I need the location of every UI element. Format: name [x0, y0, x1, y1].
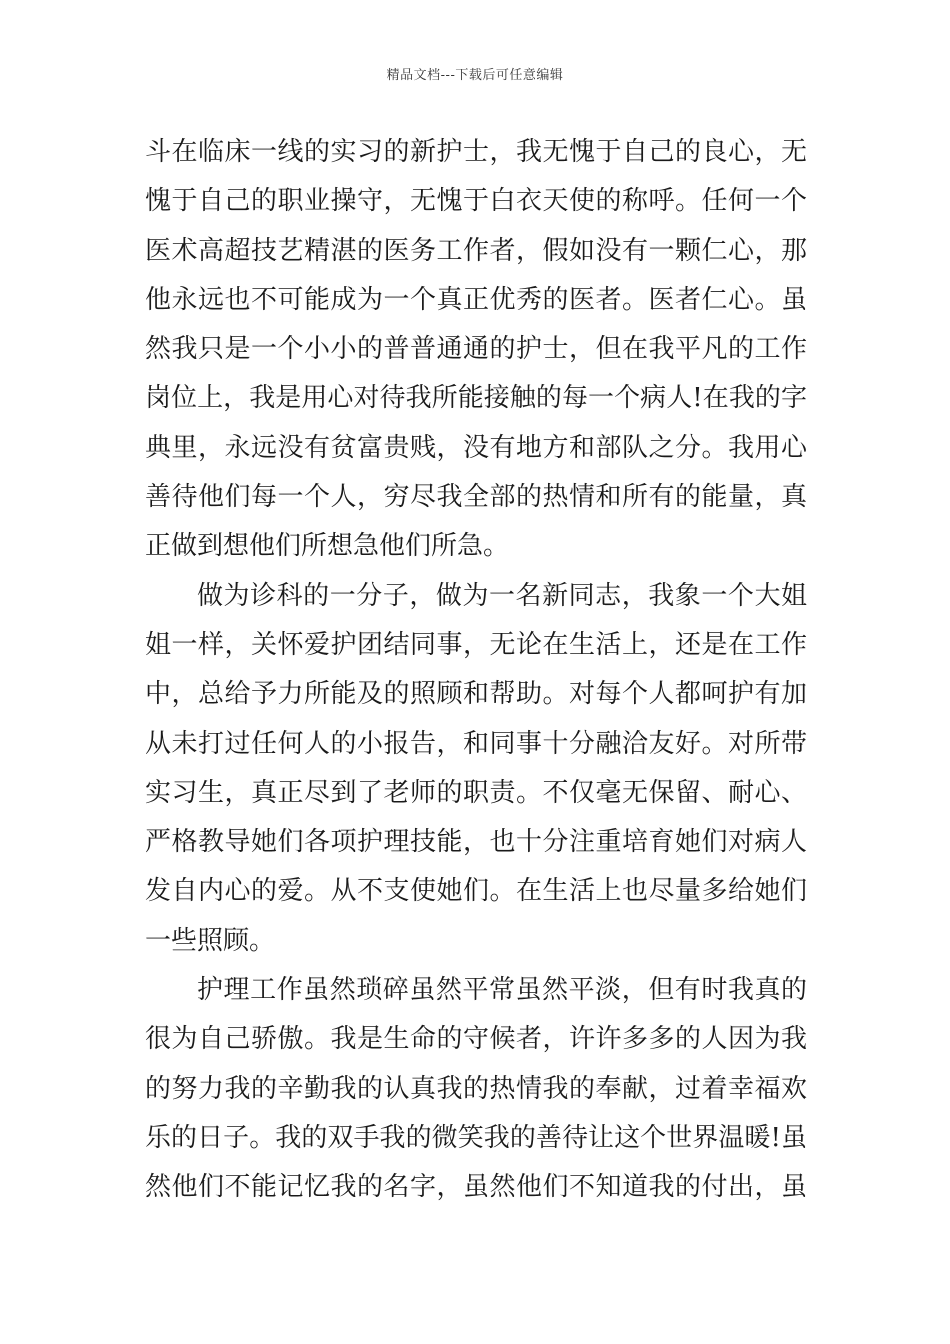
document-body	[145, 128, 807, 1213]
text-line: 乐的日子。我的双手我的微笑我的善待让这个世界温暖!虽	[145, 1122, 807, 1153]
text-line: 善待他们每一个人，穷尽我全部的热情和所有的能量，真	[145, 482, 807, 513]
text-line: 然他们不能记忆我的名字，虽然他们不知道我的付出，虽	[145, 1172, 807, 1203]
paragraph-3	[145, 966, 807, 1212]
text-line: 一些照顾。	[145, 925, 276, 956]
paragraph-1	[145, 128, 807, 572]
text-line: 实习生，真正尽到了老师的职责。不仅毫无保留、耐心、	[145, 777, 807, 808]
text-line: 医术高超技艺精湛的医务工作者，假如没有一颗仁心，那	[145, 235, 807, 266]
text-line: 姐一样，关怀爱护团结同事，无论在生活上，还是在工作	[145, 629, 807, 660]
text-line: 发自内心的爱。从不支使她们。在生活上也尽量多给她们	[145, 876, 807, 907]
text-line: 然我只是一个小小的普普通通的护士，但在我平凡的工作	[145, 334, 807, 365]
text-line: 正做到想他们所想急他们所急。	[145, 531, 510, 562]
paragraph-2	[145, 572, 807, 966]
text-line: 他永远也不可能成为一个真正优秀的医者。医者仁心。虽	[145, 284, 807, 315]
text-line: 斗在临床一线的实习的新护士，我无愧于自己的良心，无	[145, 137, 807, 167]
text-line: 护理工作虽然琐碎虽然平常虽然平淡，但有时我真的	[197, 975, 807, 1006]
text-line: 很为自己骄傲。我是生命的守候者，许许多多的人因为我	[145, 1024, 807, 1055]
text-line: 典里，永远没有贫富贵贱，没有地方和部队之分。我用心	[145, 432, 807, 463]
text-line: 岗位上，我是用心对待我所能接触的每一个病人!在我的字	[145, 383, 807, 414]
text-line: 严格教导她们各项护理技能，也十分注重培育她们对病人	[145, 827, 807, 858]
text-line: 中，总给予力所能及的照顾和帮助。对每个人都呵护有加	[145, 679, 807, 710]
page-header: 精品文档---下载后可任意编辑	[386, 68, 564, 83]
text-line: 愧于自己的职业操守，无愧于白衣天使的称呼。任何一个	[145, 186, 807, 217]
text-line: 从未打过任何人的小报告，和同事十分融洽友好。对所带	[145, 728, 807, 759]
text-line: 的努力我的辛勤我的认真我的热情我的奉献，过着幸福欢	[145, 1073, 807, 1104]
text-line: 做为诊科的一分子，做为一名新同志，我象一个大姐	[197, 580, 807, 611]
